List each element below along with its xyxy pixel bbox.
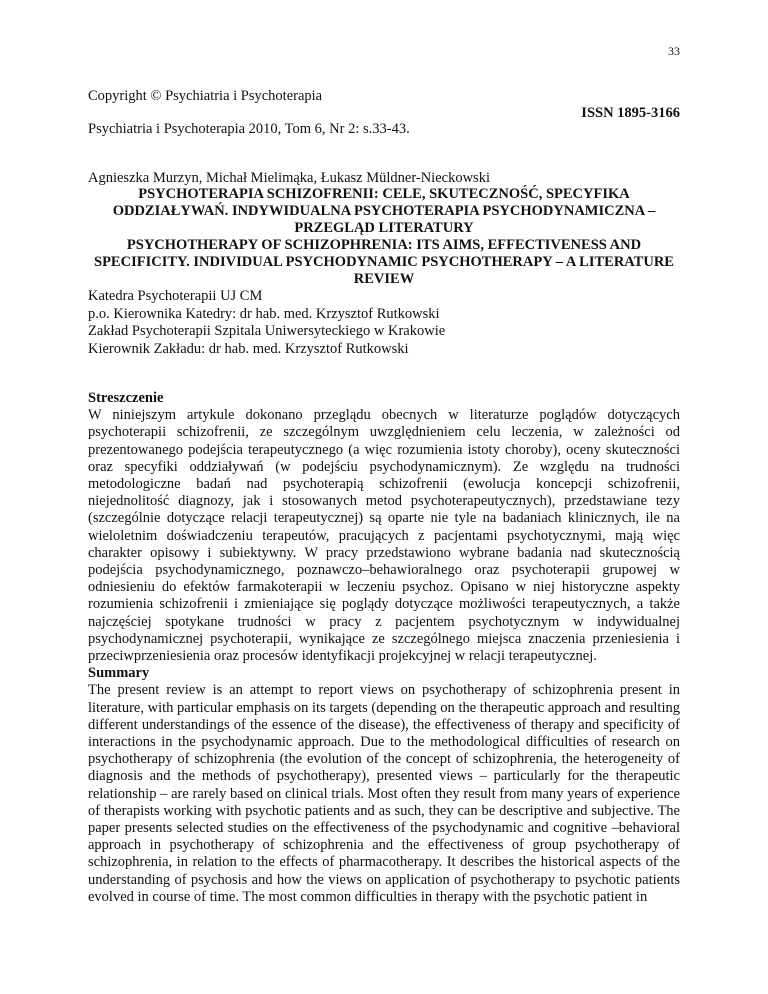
page-number: 33: [668, 44, 680, 58]
journal-citation: Psychiatria i Psychoterapia 2010, Tom 6, Nr 2: s.33-43.: [88, 121, 410, 137]
affiliation-line: p.o. Kierownika Katedry: dr hab. med. Krzysztof Rutkowski: [88, 305, 440, 322]
abstract-pl-text: W niniejszym artykule dokonano przeglądu obecnych w literaturze poglądów dotyczących psychoterapii schizofrenii, ze szczególnym uwzględnieniem celu leczenia, w zależności od prezentowanego podejścia terapeutycznego (a więc rozumienia istoty choroby), oceny skuteczności oraz specyfiki oddziaływań (w podejściu psychodynamicznym). Ze względu na trudności metodologiczne badań nad psychoterapią schizofrenii (ewolucja koncepcji schizofrenii, niejednolitość diagnozy, jak i stosowanych metod psychoterapeutycznych), przedstawiane tezy (szczególnie dotyczące relacji terapeutycznej) są oparte nie tyle na badaniach klinicznych, ile na wieloletnim doświadczeniu terapeutów, pracujących z pacjentami psychotycznymi, mają więc charakter opisowy i subiektywny. W pracy przedstawiono wybrane badania nad skutecznością podejścia psychodynamicznego, poznawczo–behawioralnego oraz psychoterapii grupowej w odniesieniu do efektów farmakoterapii w leczeniu psychoz. Opisano w niej historyczne aspekty rozumienia schizofrenii i zmieniające się poglądy dotyczące możliwości terapeutycznych, a także najczęściej spotykane trudności w pracy z pacjentem psychotycznym w indywidualnej psychodynamicznej psychoterapii, wynikające ze szczególnego miejsca znaczenia przeniesienia i przeciwprzeniesienia oraz procesów identyfikacji projekcyjnej w relacji terapeutycznej.: [88, 407, 680, 665]
issn: ISSN 1895-3166: [581, 105, 680, 121]
affiliation-line: Kierownik Zakładu: dr hab. med. Krzysztof Rutkowski: [88, 340, 409, 357]
title-polish: PSYCHOTERAPIA SCHIZOFRENII: CELE, SKUTECZNOŚĆ, SPECYFIKA ODDZIAŁYWAŃ. INDYWIDUALNA PSYCHOTERAPIA PSYCHODYNAMICZNA – PRZEGLĄD LITERATURY: [112, 186, 656, 236]
copyright-line: Copyright © Psychiatria i Psychoterapia: [88, 88, 323, 104]
abstract-en-heading: Summary: [88, 665, 150, 682]
abstract-en-text: The present review is an attempt to report views on psychotherapy of schizophrenia present in literature, with particular emphasis on its targets (depending on the therapeutic approach and resulting different understandings of the essence of the disease), the effectiveness of therapy and specificity of interactions in the psychodynamic approach. Due to the methodological difficulties of research on psychotherapy of schizophrenia (the evolution of the concept of schizophrenia, the heterogeneity of diagnosis and the methods of psychotherapy), presented views – particularly for the therapeutic relationship – are rarely based on clinical trials. Most often they result from many years of experience of therapists working with psychotic patients and as such, they can be descriptive and subjective. The paper presents selected studies on the effectiveness of the psychodynamic and cognitive –behavioral approach in psychotherapy of schizophrenia and the effectiveness of group psychotherapy of schizophrenia, in relation to the effects of pharmacotherapy. It describes the historical aspects of the understanding of psychosis and how the views on application of psychotherapy to psychotic patients evolved in course of time. The most common difficulties in therapy with the psychotic patient in: [88, 682, 680, 905]
title-english: PSYCHOTHERAPY OF SCHIZOPHRENIA: ITS AIMS, EFFECTIVENESS AND SPECIFICITY. INDIVIDUAL PSYCHODYNAMIC PSYCHOTHERAPY – A LITERATURE REVIEW: [94, 237, 674, 287]
authors: Agnieszka Murzyn, Michał Mielimąka, Łukasz Müldner-Nieckowski: [88, 170, 490, 186]
affiliations: [88, 288, 680, 358]
abstract-section: [88, 390, 680, 906]
affiliation-line: Katedra Psychoterapii UJ CM: [88, 288, 263, 304]
affiliation-line: Zakład Psychoterapii Szpitala Uniwersyteckiego w Krakowie: [88, 323, 446, 339]
article-titles: [88, 186, 680, 288]
abstract-pl-heading: Streszczenie: [88, 390, 164, 406]
